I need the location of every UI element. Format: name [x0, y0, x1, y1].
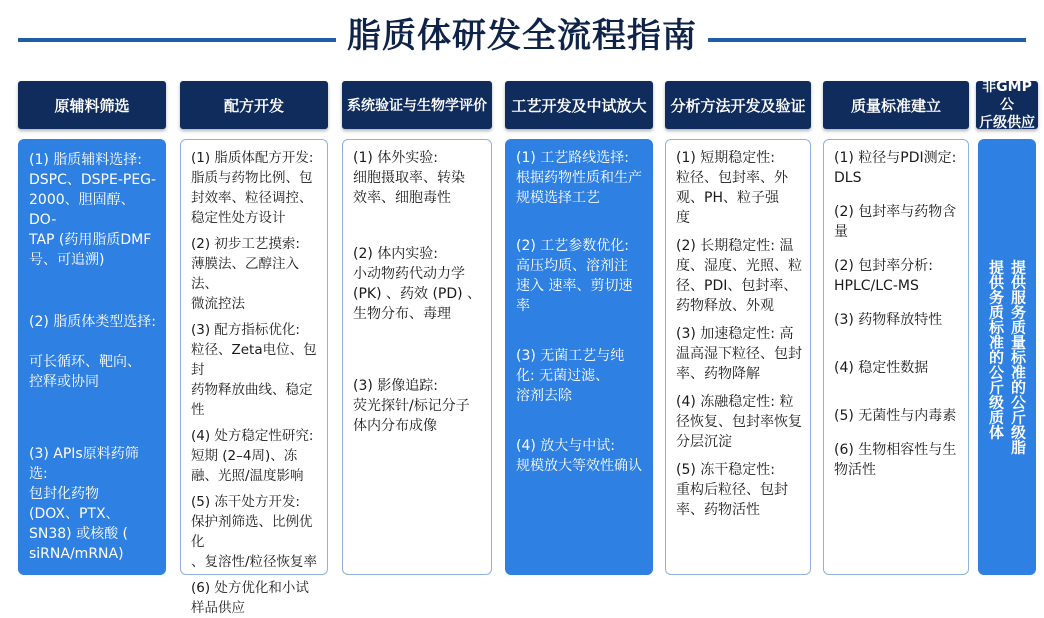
column-card-raw-materials [18, 139, 166, 575]
list-item: (6) 生物相容性与生 物活性 [834, 442, 957, 478]
list-item: (3) 药物释放特性 [834, 312, 943, 328]
list-item: (1) 体外实验: 细胞摄取率、转染 效率、细胞毒性 [353, 150, 465, 206]
list-item: (2) 包封率与药物含 量 [834, 204, 957, 240]
list-item: (4) 处方稳定性研究: 短期 (2–4周)、冻 融、光照/温度影响 [191, 428, 314, 484]
column-header-formulation: 配方开发 [180, 81, 328, 129]
list-item: (3) 加速稳定性: 高 温高湿下粒径、包封 率、药物降解 [676, 326, 802, 382]
title-left-rule [18, 38, 336, 42]
list-item: (1) 短期稳定性: 粒径、包封率、外 观、PH、粒子强 度 [676, 150, 788, 226]
list-item: (2) 初步工艺摸索: 薄膜法、乙醇注入法、 微流控法 [191, 236, 300, 312]
title-row [0, 0, 1044, 70]
list-item: (4) 稳定性数据 [834, 360, 929, 376]
list-item: (6) 处方优化和小试 样品供应 [191, 580, 309, 616]
column-card-process-scaleup [505, 139, 653, 575]
list-item: (3) 无菌工艺与纯 化: 无菌过滤、 溶剂去除 [516, 348, 625, 404]
list-item: (4) 放大与中试: 规模放大等效性确认 [516, 438, 642, 474]
column-header-quality-standards: 质量标准建立 [823, 81, 969, 129]
column-card-validation [342, 139, 492, 575]
list-item: (1) 工艺路线选择: 根据药物性质和生产 规模选择工艺 [516, 150, 642, 206]
list-item: (5) 冻干处方开发: 保护剂筛选、比例优化 、复溶性/粒径恢复率 [191, 494, 318, 570]
column-header-kg-supply: 非GMP公 斤级供应 [976, 81, 1038, 129]
list-item: (2) 长期稳定性: 温 度、湿度、光照、粒 径、PDI、包封率、 药物释放、外观 [676, 238, 802, 314]
list-item: (5) 无菌性与内毒素 [834, 408, 957, 424]
column-card-formulation [180, 139, 328, 616]
column-header-analytical-methods: 分析方法开发及验证 [665, 81, 811, 129]
list-item: (5) 冻干稳定性: 重构后粒径、包封 率、药物活性 [676, 462, 788, 518]
list-item: (2) 工艺参数优化: 高压均质、溶剂注 速入 速率、剪切速 率 [516, 238, 633, 314]
list-item: (2) 脂质体类型选择: 可长循环、靶向、 控释或协同 [29, 314, 156, 390]
list-item: (3) 配方指标优化: 粒径、Zeta电位、包封 药物释放曲线、稳定性 [191, 322, 317, 418]
column-card-kg-supply [978, 139, 1036, 575]
column-header-raw-materials: 原辅料筛选 [18, 81, 166, 129]
list-item: (1) 脂质辅料选择: DSPC、DSPE-PEG- 2000、胆固醇、DO- TAP (药用脂质DMF 号、可追溯) [29, 152, 157, 268]
list-item: (1) 粒径与PDI测定: DLS [834, 150, 957, 186]
list-item: (1) 脂质体配方开发: 脂质与药物比例、包 封效率、粒径调控、 稳定性处方设计 [191, 150, 314, 226]
list-item: (3) APIs原料药筛选: 包封化药物 (DOX、PTX、 SN38) 或核酸 ( siRNA/mRNA) [29, 446, 139, 562]
page-title: 脂质体研发全流程指南 [347, 16, 697, 56]
list-item: (2) 包封率分析: HPLC/LC-MS [834, 258, 933, 294]
list-item: (2) 体内实验: 小动物药代动力学 (PK) 、药效 (PD) 、 生物分布、毒理 [353, 246, 482, 322]
column-card-quality-standards [823, 139, 969, 575]
list-item: (4) 冻融稳定性: 粒 径恢复、包封率恢复 分层沉淀 [676, 394, 802, 450]
column-header-process-scaleup: 工艺开发及中试放大 [505, 81, 653, 129]
column-header-validation: 系统验证与生物学评价 [342, 81, 492, 129]
title-right-rule [708, 38, 1026, 42]
vertical-description: 提供服务质量标准的公斤级脂 提供务质标准的公斤级质体 [987, 259, 1027, 455]
column-card-analytical-methods [665, 139, 811, 575]
list-item: (3) 影像追踪: 荧光探针/标记分子 体内分布成像 [353, 378, 470, 434]
